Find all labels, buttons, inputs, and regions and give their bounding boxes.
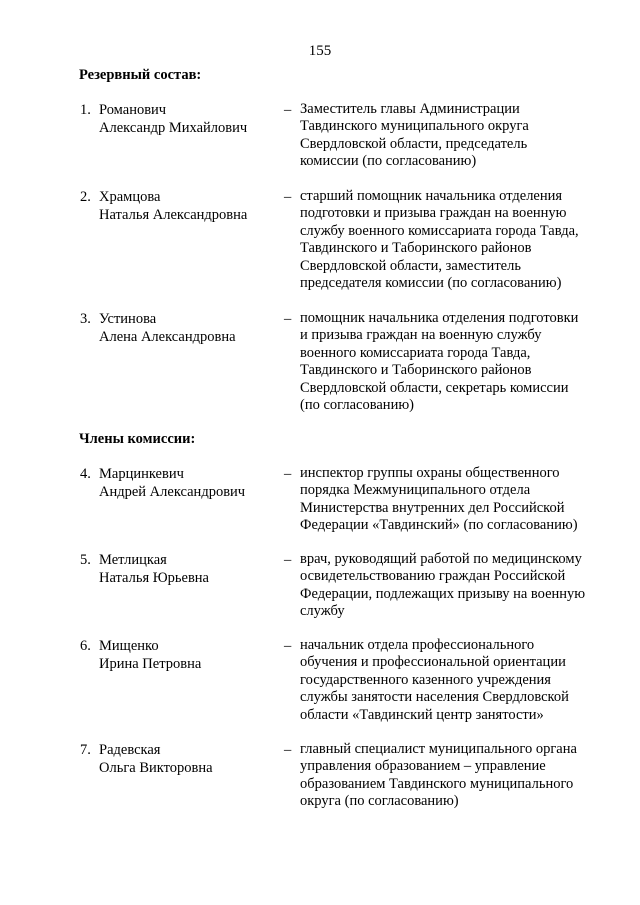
description-line: службу (300, 603, 345, 620)
description-line: Федерации «Тавдинский» (по согласованию) (300, 517, 578, 534)
entry-given-names: Александр Михайлович (99, 120, 248, 136)
entry-dash: – (284, 102, 292, 118)
description-line: и призыва граждан на военную службу (300, 327, 542, 344)
entry-description (300, 465, 600, 535)
description-line: Федерации, подлежащих призыву на военную (300, 585, 586, 602)
description-line: подготовки и призыва граждан на военную (300, 205, 567, 222)
entry-description (300, 188, 600, 292)
entry-name (99, 741, 279, 777)
entry-dash: – (284, 638, 292, 654)
entry-description (300, 741, 600, 811)
entry-surname: Мищенко (99, 638, 159, 654)
description-line: Тавдинского и Таборинского районов (300, 362, 532, 379)
entry-dash: – (284, 742, 292, 758)
entry-surname: Устинова (99, 311, 157, 327)
entry-description (300, 637, 600, 724)
entry-given-names: Андрей Александрович (99, 484, 246, 500)
description-line: области «Тавдинский центр занятости» (300, 706, 544, 723)
entry-name (99, 101, 279, 137)
description-line: округа (по согласованию) (300, 793, 459, 810)
entry-number: 6. (80, 638, 91, 654)
description-line: управления образованием – управление (300, 758, 546, 775)
description-line: Свердловской области, заместитель (300, 257, 521, 274)
entry-name (99, 310, 279, 346)
entry-number: 1. (80, 102, 91, 118)
entry-surname: Храмцова (99, 189, 161, 205)
entry-dash: – (284, 311, 292, 327)
entry-surname: Радевская (99, 742, 161, 758)
description-line: службу военного комиссариата города Тавда, (300, 222, 579, 239)
description-line: председателя комиссии (по согласованию) (300, 275, 562, 292)
entry-dash: – (284, 189, 292, 205)
description-line: государственного казенного учреждения (300, 671, 551, 688)
description-line: Тавдинского муниципального округа (300, 118, 529, 135)
entry-surname: Метлицкая (99, 552, 167, 568)
description-line: начальник отдела профессионального (300, 637, 535, 653)
description-line: старший помощник начальника отделения (300, 188, 563, 204)
page-number: 155 (308, 43, 332, 59)
entry-description (300, 310, 600, 414)
description-line: порядка Межмуниципального отдела (300, 482, 531, 499)
entry-name (99, 188, 279, 224)
entry-name (99, 465, 279, 501)
description-line: обучения и профессиональной ориентации (300, 654, 566, 671)
entry-name (99, 551, 279, 587)
entry-description (300, 551, 600, 621)
description-line: Заместитель главы Администрации (300, 101, 520, 117)
entry-number: 3. (80, 311, 91, 327)
description-line: Тавдинского и Таборинского районов (300, 240, 532, 257)
entry-number: 5. (80, 552, 91, 568)
entry-number: 2. (80, 189, 91, 205)
entry-dash: – (284, 552, 292, 568)
reserve-heading: Резервный состав: (79, 67, 202, 83)
entry-given-names: Ирина Петровна (99, 656, 202, 672)
entry-given-names: Алена Александровна (99, 329, 236, 345)
description-line: помощник начальника отделения подготовки (300, 310, 579, 326)
entry-dash: – (284, 466, 292, 482)
entry-given-names: Наталья Юрьевна (99, 570, 209, 586)
description-line: главный специалист муниципального органа (300, 741, 577, 757)
description-line: Свердловской области, секретарь комиссии (300, 379, 569, 396)
entry-name (99, 637, 279, 673)
description-line: образованием Тавдинского муниципального (300, 775, 574, 792)
entry-number: 4. (80, 466, 91, 482)
description-line: освидетельствованию граждан Российской (300, 568, 566, 585)
entry-surname: Марцинкевич (99, 466, 184, 482)
entry-number: 7. (80, 742, 91, 758)
description-line: (по согласованию) (300, 397, 414, 414)
description-line: службы занятости населения Свердловской (300, 689, 569, 706)
description-line: врач, руководящий работой по медицинскому (300, 551, 582, 567)
entry-surname: Романович (99, 102, 167, 118)
entry-given-names: Ольга Викторовна (99, 760, 213, 776)
description-line: Свердловской области, председатель (300, 135, 528, 152)
description-line: военного комиссариата города Тавда, (300, 344, 531, 361)
entry-description (300, 101, 600, 171)
description-line: инспектор группы охраны общественного (300, 465, 560, 481)
members-heading: Члены комиссии: (79, 431, 196, 447)
entry-given-names: Наталья Александровна (99, 207, 248, 223)
description-line: Министерства внутренних дел Российской (300, 499, 565, 516)
description-line: комиссии (по согласованию) (300, 153, 477, 170)
